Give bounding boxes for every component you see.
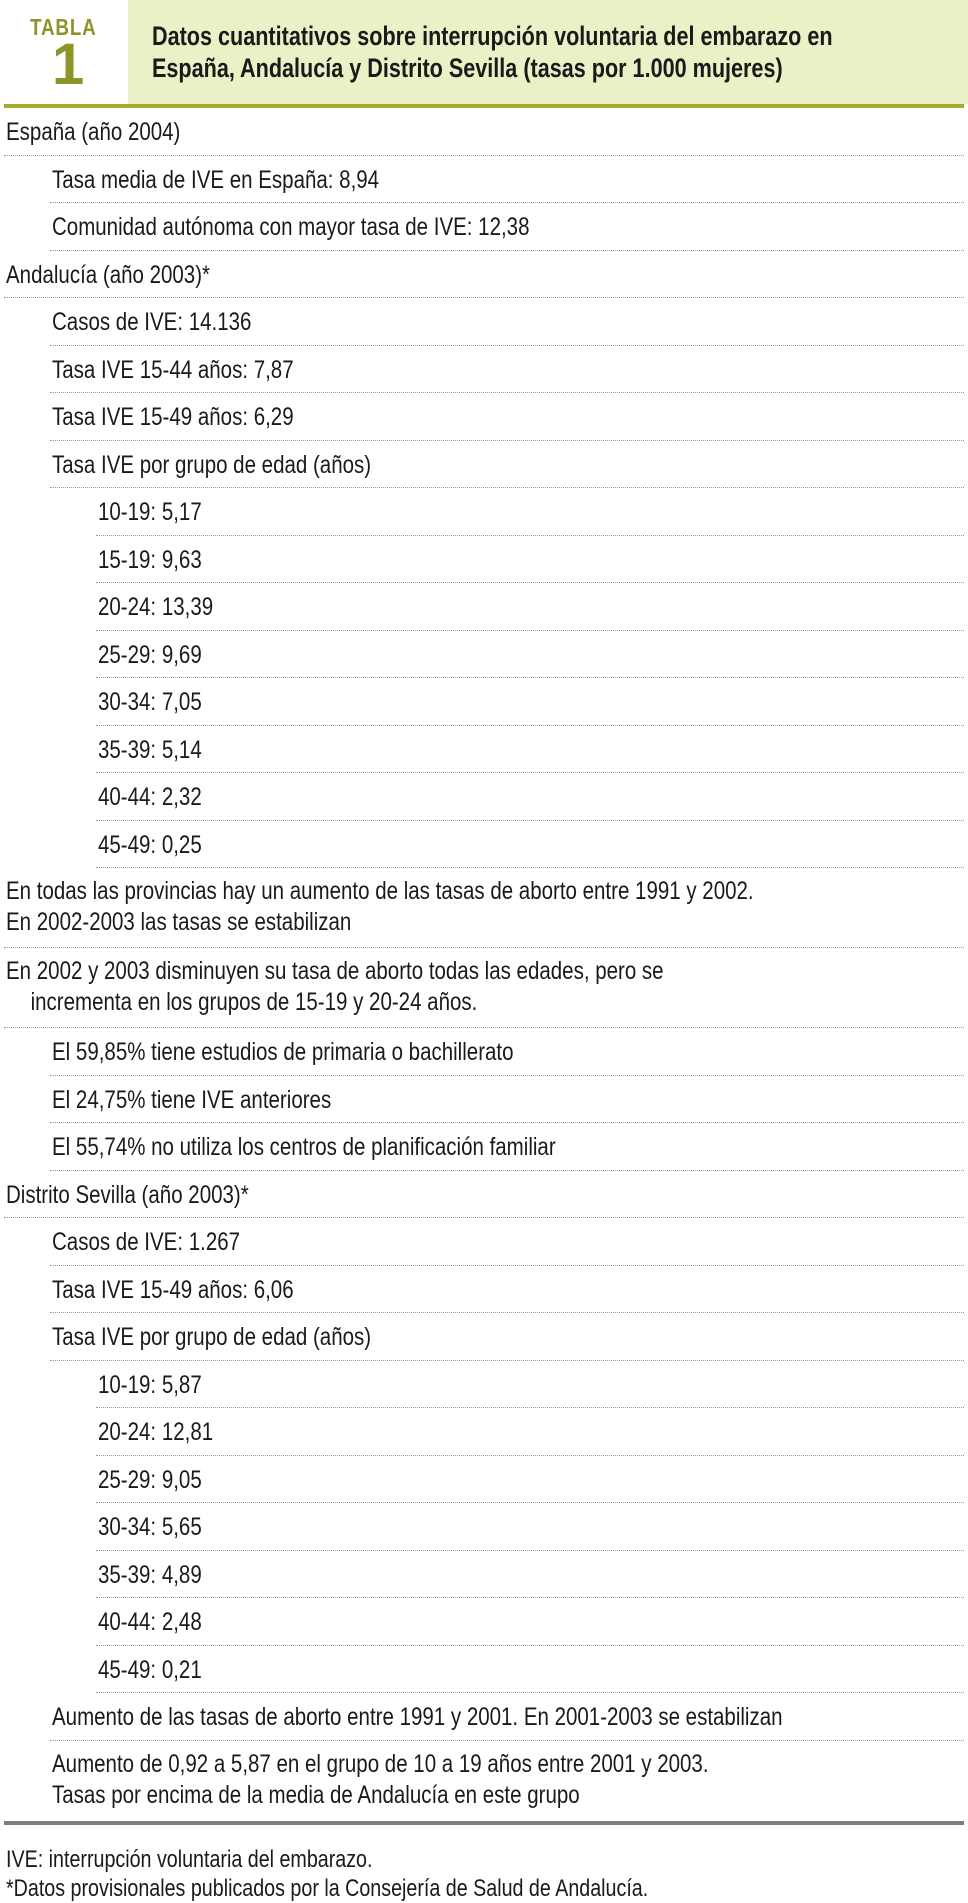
row-text: 30-34: 5,65 (98, 1513, 202, 1541)
table-row (4, 1551, 964, 1599)
table-row (4, 1171, 964, 1219)
table-document (4, 0, 964, 1903)
table-tag (4, 0, 128, 104)
footnotes (4, 1825, 964, 1903)
row-text: Aumento de 0,92 a 5,87 en el grupo de 10 a 19 años entre 2001 y 2003. (52, 1749, 709, 1778)
table-row (4, 678, 964, 726)
row-text: Tasa media de IVE en España: 8,94 (52, 165, 380, 194)
footnote-abbreviation: IVE: interrupción voluntaria del embarazo. (6, 1845, 373, 1873)
table-row (4, 1741, 964, 1821)
table-row (4, 631, 964, 679)
row-text: 15-19: 9,63 (98, 545, 202, 574)
table-row (4, 1456, 964, 1504)
table-row (4, 948, 964, 1028)
row-text: 30-34: 7,05 (98, 688, 202, 716)
row-text-continuation: Tasas por encima de la media de Andalucía en este grupo (52, 1780, 580, 1809)
table-row (4, 1598, 964, 1646)
row-text: Tasa IVE por grupo de edad (años) (52, 1323, 372, 1351)
table-row (4, 298, 964, 346)
row-text: España (año 2004) (6, 118, 181, 146)
table-row (4, 156, 964, 204)
row-text: Casos de IVE: 1.267 (52, 1228, 241, 1256)
table-row (4, 1266, 964, 1314)
row-text: En todas las provincias hay un aumento de las tasas de aborto entre 1991 y 2002. (6, 877, 754, 905)
table-row (4, 1693, 964, 1741)
row-text: Casos de IVE: 14.136 (52, 308, 252, 336)
table-row (4, 203, 964, 251)
row-text: 35-39: 4,89 (98, 1560, 202, 1589)
table-row (4, 1361, 964, 1409)
row-text: En 2002 y 2003 disminuyen su tasa de aborto todas las edades, pero se (6, 957, 664, 985)
row-text: 20-24: 13,39 (98, 593, 214, 621)
table-title (152, 20, 968, 84)
row-text: Distrito Sevilla (año 2003)* (6, 1180, 249, 1209)
table-row (4, 1076, 964, 1124)
table-row (4, 868, 964, 948)
table-title-line-1: Datos cuantitativos sobre interrupción voluntaria del embarazo en (152, 21, 833, 51)
table-header (4, 0, 964, 108)
table-row (4, 108, 964, 156)
row-text: Aumento de las tasas de aborto entre 1991 y 2001. En 2001-2003 se estabilizan (52, 1703, 783, 1731)
row-text: El 59,85% tiene estudios de primaria o bachillerato (52, 1038, 514, 1066)
row-text: 25-29: 9,05 (98, 1465, 202, 1494)
table-row (4, 1123, 964, 1171)
table-row (4, 1028, 964, 1076)
table-row (4, 1646, 964, 1694)
table-row (4, 346, 964, 394)
table-row (4, 583, 964, 631)
row-text: Comunidad autónoma con mayor tasa de IVE: 12,38 (52, 213, 530, 241)
table-row (4, 536, 964, 584)
table-row (4, 1503, 964, 1551)
row-text: 40-44: 2,32 (98, 783, 202, 811)
row-text: Tasa IVE 15-49 años: 6,29 (52, 403, 294, 431)
row-text: El 24,75% tiene IVE anteriores (52, 1085, 332, 1114)
footnote-provisional: *Datos provisionales publicados por la Consejería de Salud de Andalucía. (6, 1874, 649, 1902)
table-row (4, 441, 964, 489)
table-row (4, 393, 964, 441)
row-text-continuation: En 2002-2003 las tasas se estabilizan (6, 908, 352, 936)
row-text: Tasa IVE 15-49 años: 6,06 (52, 1275, 294, 1304)
table-row (4, 1313, 964, 1361)
row-text: 20-24: 12,81 (98, 1418, 214, 1446)
row-text: El 55,74% no utiliza los centros de planificación familiar (52, 1133, 556, 1161)
table-title-line-2: España, Andalucía y Distrito Sevilla (tasas por 1.000 mujeres) (152, 53, 783, 83)
table-tag-number: 1 (52, 32, 85, 97)
table-row (4, 1408, 964, 1456)
row-text-continuation: incrementa en los grupos de 15-19 y 20-24 años. (30, 988, 478, 1016)
row-text: 10-19: 5,87 (98, 1370, 202, 1399)
table-tag-word: TABLA (30, 14, 97, 40)
row-text: 35-39: 5,14 (98, 735, 202, 764)
table-row (4, 726, 964, 774)
row-text: 40-44: 2,48 (98, 1608, 202, 1636)
table-row (4, 488, 964, 536)
row-text: 10-19: 5,17 (98, 498, 202, 526)
row-text: Tasa IVE 15-44 años: 7,87 (52, 355, 294, 384)
table-row (4, 1218, 964, 1266)
row-text: 45-49: 0,21 (98, 1655, 202, 1684)
table-row (4, 821, 964, 869)
table-body (4, 108, 964, 1821)
table-title-box (128, 0, 968, 104)
row-text: Andalucía (año 2003)* (6, 260, 211, 289)
table-row (4, 773, 964, 821)
table-row (4, 251, 964, 299)
row-text: Tasa IVE por grupo de edad (años) (52, 450, 372, 479)
row-text: 25-29: 9,69 (98, 640, 202, 669)
row-text: 45-49: 0,25 (98, 830, 202, 859)
